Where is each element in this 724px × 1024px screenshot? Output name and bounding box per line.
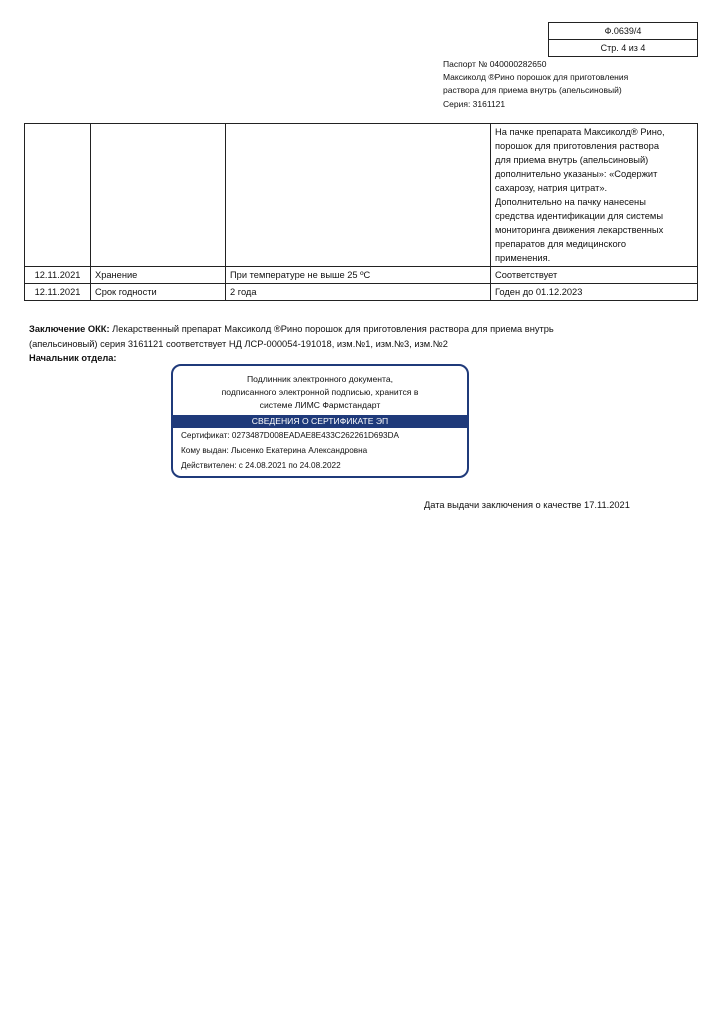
result-line: сахарозу, натрия цитрат».: [495, 183, 608, 193]
form-code-box: [548, 22, 698, 57]
product-line-2: раствора для приема внутрь (апельсиновый): [443, 85, 622, 96]
result-line: порошок для приготовления раствора: [495, 141, 660, 151]
cell-result: Годен до 01.12.2023: [491, 284, 698, 301]
result-line: дополнительно указаны»: «Содержит: [495, 169, 658, 179]
stamp-header: [173, 366, 467, 412]
head-of-department: Начальник отдела:: [29, 353, 117, 363]
stamp-band: СВЕДЕНИЯ О СЕРТИФИКАТЕ ЭП: [173, 415, 467, 428]
electronic-signature-stamp: [171, 364, 469, 478]
passport-info: [443, 58, 683, 111]
result-line: препаратов для медицинского: [495, 239, 627, 249]
page-number: Стр. 4 из 4: [549, 39, 697, 56]
conclusion-text-1: Лекарственный препарат Максиколд ®Рино порошок для приготовления раствора для приема внутрь: [109, 324, 554, 334]
cell-requirement: 2 года: [226, 284, 491, 301]
conclusion-text-2: (апельсиновый) серия 3161121 соответствует НД ЛСР-000054-191018, изм.№1, изм.№3, изм.№2: [29, 338, 448, 349]
cell-date: 12.11.2021: [25, 284, 91, 301]
conclusion-label: Заключение ОКК:: [29, 324, 110, 334]
result-line: мониторинга движения лекарственных: [495, 225, 664, 235]
stamp-line-1: Подлинник электронного документа,: [246, 374, 394, 384]
cell-name: [91, 124, 226, 267]
conclusion-block: [29, 322, 569, 366]
result-line: средства идентификации для системы: [495, 211, 664, 221]
passport-number: Паспорт № 040000282650: [443, 59, 547, 69]
cell-name: Срок годности: [91, 284, 226, 301]
stamp-certificate: Сертификат: 0273487D008EADAE8E433C262261D693DA: [181, 431, 399, 440]
form-code: Ф.0639/4: [604, 26, 642, 36]
cell-result: Соответствует: [491, 267, 698, 284]
table-row: [25, 284, 698, 301]
cell-result: [491, 124, 698, 267]
cell-date: [25, 124, 91, 267]
conclusion-line-1: [29, 322, 569, 337]
result-line: применения.: [495, 253, 551, 263]
table-row: [25, 267, 698, 284]
result-line: Дополнительно на пачку нанесены: [495, 197, 646, 207]
series: Серия: 3161121: [443, 98, 506, 109]
cell-requirement: При температуре не выше 25 ºС: [226, 267, 491, 284]
stamp-line-3: системе ЛИМС Фармстандарт: [259, 400, 381, 410]
stamp-valid: Действителен: с 24.08.2021 по 24.08.2022: [181, 461, 341, 470]
result-line: для приема внутрь (апельсиновый): [495, 155, 649, 165]
cell-name: Хранение: [91, 267, 226, 284]
cell-requirement: [226, 124, 491, 267]
stamp-line-2: подписанного электронной подписью, хранится в: [221, 387, 419, 397]
cell-date: 12.11.2021: [25, 267, 91, 284]
result-line: На пачке препарата Максиколд® Рино,: [495, 127, 665, 137]
issue-date: Дата выдачи заключения о качестве 17.11.2021: [424, 500, 630, 510]
results-table: [24, 123, 698, 301]
table-row: [25, 124, 698, 267]
stamp-issued-to: Кому выдан: Лысенко Екатерина Александровна: [181, 446, 368, 455]
product-line-1: Максиколд ®Рино порошок для приготовления: [443, 72, 629, 83]
